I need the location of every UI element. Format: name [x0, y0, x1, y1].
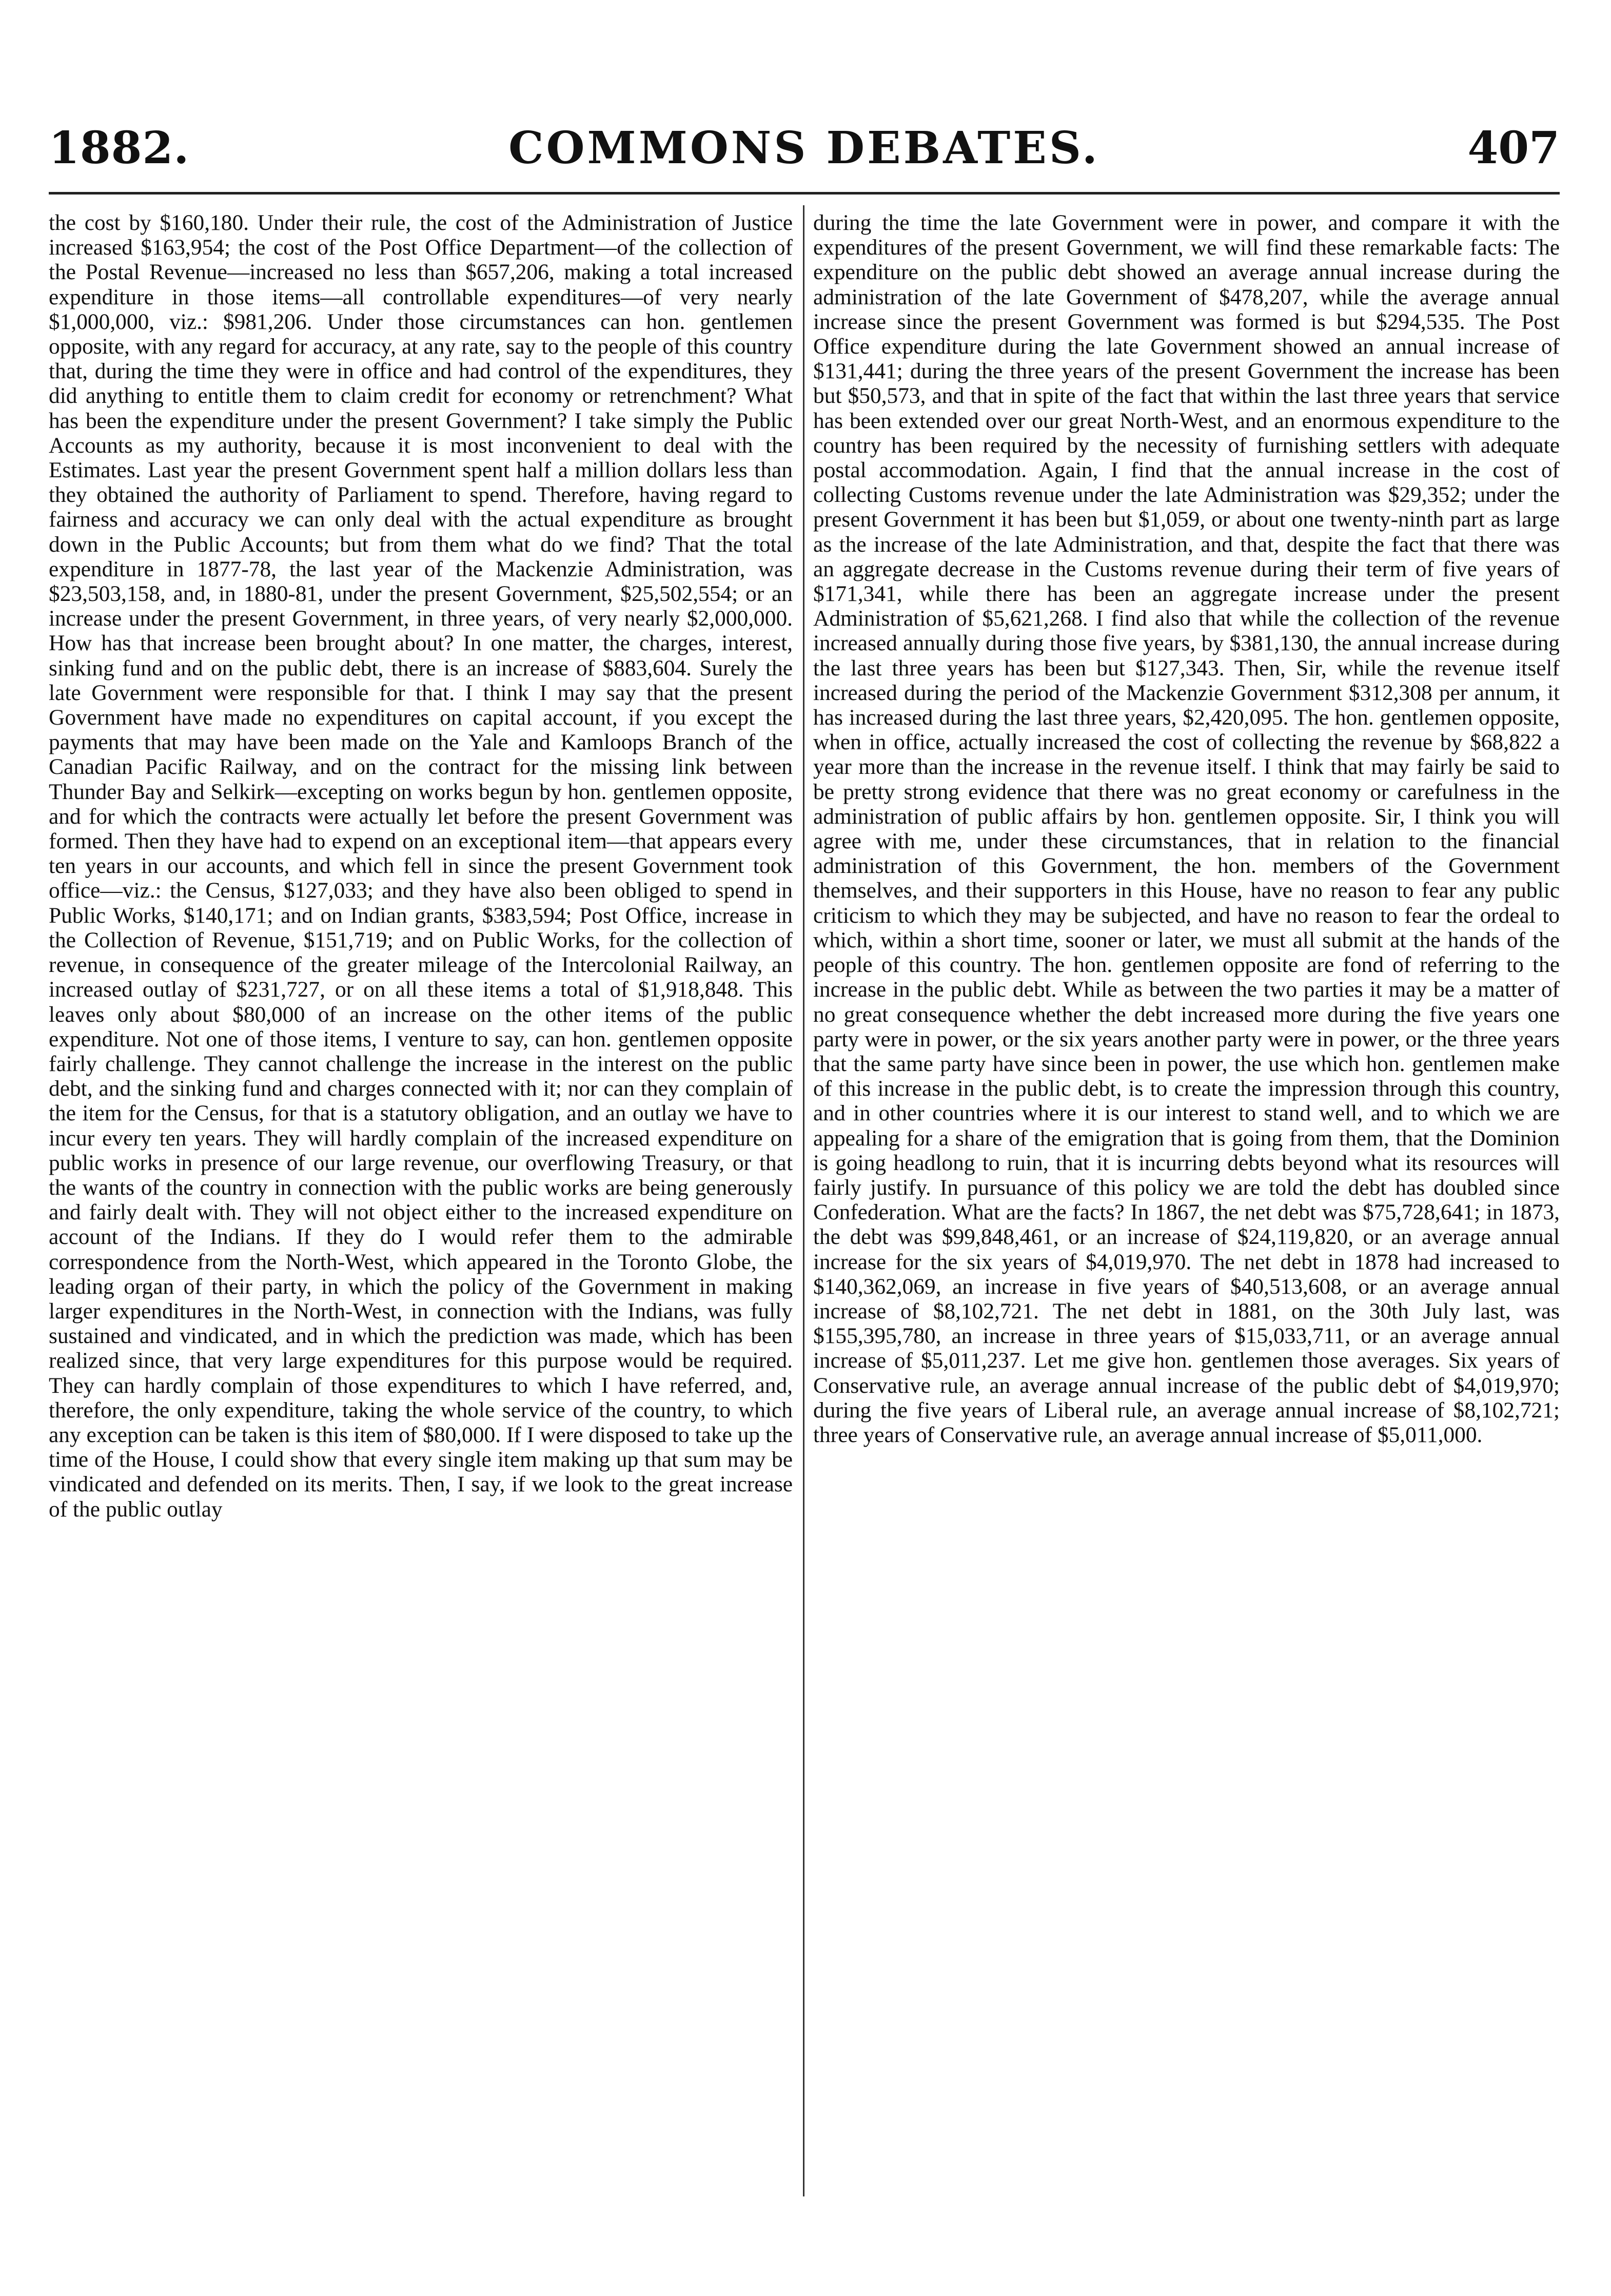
page-header [49, 122, 1560, 189]
right-column [813, 210, 1560, 2212]
column-divider [803, 205, 804, 2196]
right-column-text: during the time the late Government were in power, and compare it with the expenditures of the present Government, we will find these remarkable facts: The expenditure on the public debt showed an average annual increase during the administration of the late Government of $478,207, while the average annual increase since the present Government was formed is but $294,535. The Post Office expenditure during the late Government showed an annual increase of $131,441; during the three years of the present Government the increase has been but $50,573, and that in spite of the fact that within the last three years that service has been extended over our great North-West, and an enormous expenditure to the country has been required by the necessity of furnishing settlers with adequate postal accommodation. Again, I find that the annual increase in the cost of collecting Customs revenue under the late Administration was $29,352; under the present Government it has been but $1,059, or about one twenty-ninth part as large as the increase of the late Administration, and that, despite the fact that there was an aggregate decrease in the Customs revenue during their term of five years of $171,341, while there has been an aggregate increase under the present Administration of $5,621,268. I find also that while the collection of the revenue increased annually during those five years, by $381,130, the annual increase during the last three years has been but $127,343. Then, Sir, while the revenue itself increased during the period of the Mackenzie Government $312,308 per annum, it has increased during the last three years, $2,420,095. The hon. gentlemen opposite, when in office, actually increased the cost of collecting the revenue by $68,822 a year more than the increase in the revenue itself. I think that may fairly be said to be pretty strong evidence that there was no great economy or carefulness in the administration of public affairs by hon. gentlemen opposite. Sir, I think you will agree with me, under these circumstances, that in relation to the financial administration of this Government, the hon. members of the Government themselves, and their supporters in this House, have no reason to fear any public criticism to which they may be subjected, and have no reason to fear the ordeal to which, within a short time, sooner or later, we must all submit at the hands of the people of this country. The hon. gentlemen opposite are fond of referring to the increase in the public debt. While as between the two parties it may be a matter of no great consequence whether the debt increased more during the five years one party were in power, or the six years another party were in power, or the three years that the same party have since been in power, the use which hon. gentlemen make of this increase in the public debt, is to create the impression through this country, and in other countries where it is our interest to stand well, and to which we are appealing for a share of the emigration that is going from them, that the Dominion is going headlong to ruin, that it is incurring debts beyond what its resources will fairly justify. In pursuance of this policy we are told the debt has doubled since Confederation. What are the facts? In 1867, the net debt was $75,728,641; in 1873, the debt was $99,848,461, or an increase of $24,119,820, or an average annual increase for the six years of $4,019,970. The net debt in 1878 had increased to $140,362,069, an increase in five years of $40,513,608, or an average annual increase of $8,102,721. The net debt in 1881, on the 30th July last, was $155,395,780, an increase in three years of $15,033,711, or an average annual increase of $5,011,237. Let me give hon. gentlemen those averages. Six years of Conservative rule, an average annual increase of the public debt of $4,019,970; during the five years of Liberal rule, an average annual increase of $8,102,721; three years of Conservative rule, an average annual increase of $5,011,000. [813, 210, 1560, 1447]
header-page-number: 407 [1467, 122, 1560, 174]
header-year: 1882. [49, 122, 190, 174]
left-column-text: the cost by $160,180. Under their rule, the cost of the Administration of Justice increased $163,954; the cost of the Post Office Department—of the collection of the Postal Revenue—increased no less than $657,206, making a total increased expenditure in those items—all controllable expenditures—of very nearly $1,000,000, viz.: $981,206. Under those circumstances can hon. gentlemen opposite, with any regard for accuracy, at any rate, say to the people of this country that, during the time they were in office and had control of the expenditures, they did anything to entitle them to claim credit for economy or retrenchment? What has been the expenditure under the present Government? I take simply the Public Accounts as my authority, because it is most inconvenient to deal with the Estimates. Last year the present Government spent half a million dollars less than they obtained the authority of Parliament to spend. Therefore, having regard to fairness and accuracy we can only deal with the actual expenditure as brought down in the Public Accounts; but from them what do we find? That the total expenditure in 1877-78, the last year of the Mackenzie Administration, was $23,503,158, and, in 1880-81, under the present Government, $25,502,554; or an increase under the present Government, in three years, of very nearly $2,000,000. How has that increase been brought about? In one matter, the charges, interest, sinking fund and on the public debt, there is an increase of $883,604. Surely the late Government were responsible for that. I think I may say that the present Government have made no expenditures on capital account, if you except the payments that may have been made on the Yale and Kamloops Branch of the Canadian Pacific Railway, and on the contract for the missing link between Thunder Bay and Selkirk—excepting on works begun by hon. gentlemen opposite, and for which the contracts were actually let before the present Government was formed. Then they have had to expend on an exceptional item—that appears every ten years in our accounts, and which fell in since the present Government took office—viz.: the Census, $127,033; and they have also been obliged to spend in Public Works, $140,171; and on Indian grants, $383,594; Post Office, increase in the Collection of Revenue, $151,719; and on Public Works, for the collection of revenue, in consequence of the greater mileage of the Intercolonial Railway, an increased outlay of $231,727, or on all these items a total of $1,918,848. This leaves only about $80,000 of an increase on the other items of the public expenditure. Not one of those items, I venture to say, can hon. gentlemen opposite fairly challenge. They cannot challenge the increase in the interest on the public debt, and the sinking fund and charges connected with it; nor can they complain of the item for the Census, for that is a statutory obligation, and an outlay we have to incur every ten years. They will hardly complain of the increased expenditure on public works in presence of our large revenue, our overflowing Treasury, or that the wants of the country in connection with the public works are being generously and fairly dealt with. They will not object either to the increased expenditure on account of the Indians. If they do I would refer them to the admirable correspondence from the North-West, which appeared in the Toronto Globe, the leading organ of their party, in which the policy of the Government in making larger expenditures in the North-West, in connection with the Indians, was fully sustained and vindicated, and in which the prediction was made, which has been realized since, that very large expenditures for this purpose would be required. They can hardly complain of those expenditures to which I have referred, and, therefore, the only expenditure, taking the whole service of the country, to which any exception can be taken is this item of $80,000. If I were disposed to take up the time of the House, I could show that every single item making up that sum may be vindicated and defended on its merits. Then, I say, if we look to the great increase of the public outlay [49, 210, 793, 1522]
header-rule [49, 192, 1560, 194]
left-column [49, 210, 793, 2212]
header-title: COMMONS DEBATES. [508, 122, 1100, 174]
